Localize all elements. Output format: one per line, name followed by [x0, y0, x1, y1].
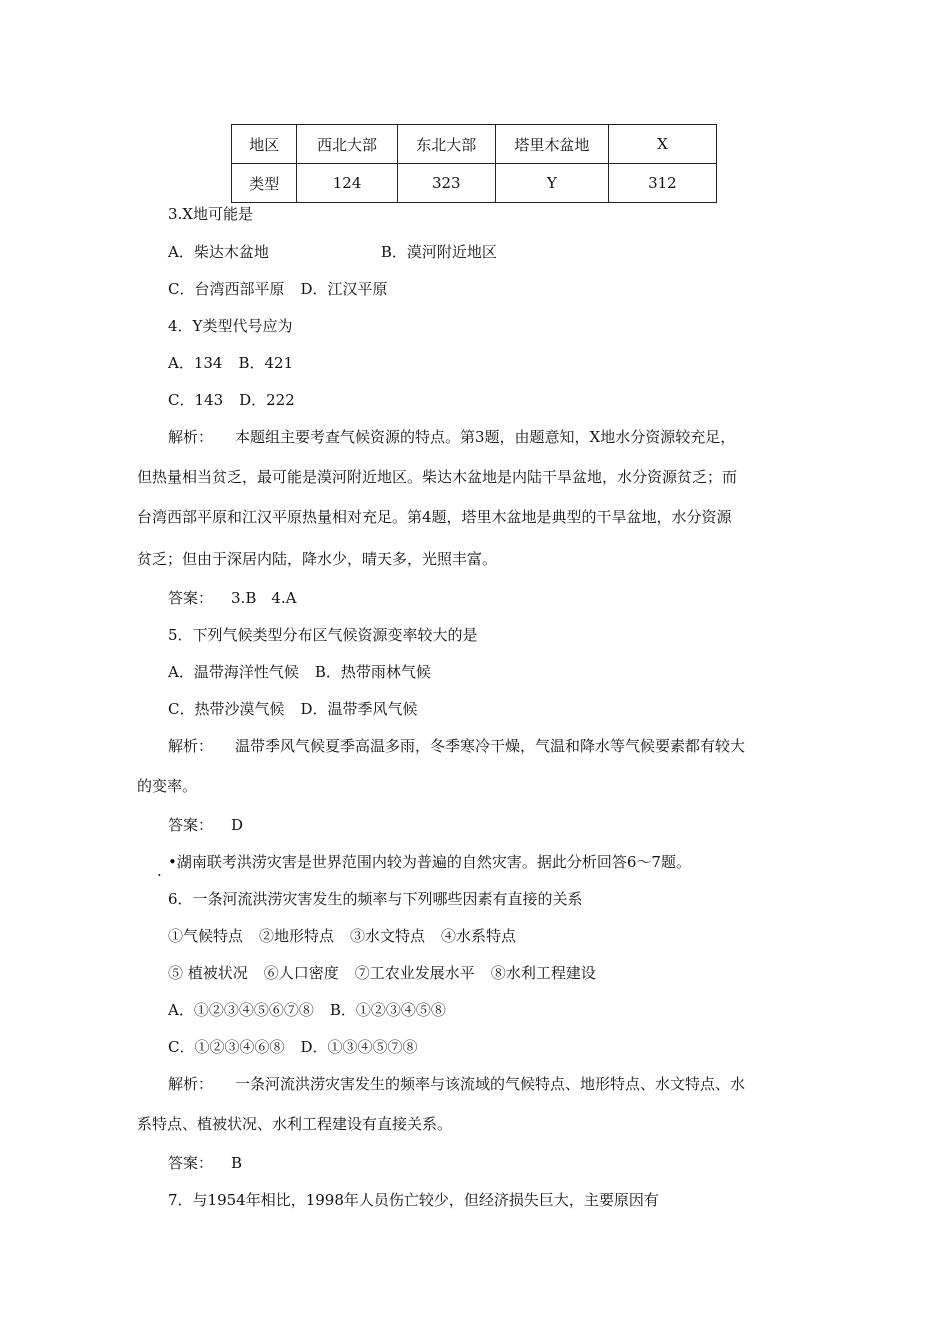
factor-item: ②地形特点 — [259, 927, 335, 945]
table-cell: 地区 — [232, 125, 297, 164]
option-d: D．温带季风气候 — [300, 700, 418, 718]
question-4-options-cd — [168, 390, 295, 410]
question-6-factors-1 — [168, 926, 516, 946]
answer-label: 答案： — [168, 816, 214, 834]
answer-6 — [168, 1153, 242, 1173]
table-row — [232, 164, 717, 203]
analysis-3-4-line-3: 台湾西部平原和江汉平原热量相对充足。第4题，塔里木盆地是典型的干旱盆地，水分资源 — [137, 508, 732, 526]
factor-item: ⑧水利工程建设 — [490, 964, 596, 982]
question-6-options-cd — [168, 1037, 418, 1057]
factor-item: ⑦工农业发展水平 — [354, 964, 475, 982]
question-5-options-cd — [168, 699, 418, 719]
answer-label: 答案： — [168, 589, 214, 607]
table-cell: Y — [495, 164, 608, 203]
option-c: C．热带沙漠气候 — [168, 700, 285, 718]
answer-3-4 — [168, 588, 297, 608]
analysis-6-line-1 — [168, 1074, 745, 1094]
option-a: A．①②③④⑤⑥⑦⑧ — [168, 1001, 314, 1019]
question-3-options-cd — [168, 279, 388, 299]
option-a: A．柴达木盆地 — [168, 243, 269, 261]
option-d: D．222 — [239, 391, 295, 409]
question-3-stem: 3.X地可能是 — [168, 205, 253, 223]
table-cell: 类型 — [232, 164, 297, 203]
analysis-3-4-line-1 — [168, 427, 735, 447]
question-4-options-ab — [168, 353, 293, 373]
answer-value: 3.B 4.A — [231, 589, 297, 607]
analysis-5-line-1 — [168, 736, 745, 756]
table-cell: 塔里木盆地 — [495, 125, 608, 164]
table-row — [232, 125, 717, 164]
table-cell: 323 — [397, 164, 495, 203]
table-cell: X — [608, 125, 716, 164]
factor-item: ⑤ 植被状况 — [168, 964, 248, 982]
analysis-text: 一条河流洪涝灾害发生的频率与该流域的气候特点、地形特点、水文特点、水 — [235, 1075, 746, 1093]
analysis-6-line-2: 系特点、植被状况、水利工程建设有直接关系。 — [137, 1115, 453, 1133]
factor-item: ①气候特点 — [168, 927, 244, 945]
analysis-label: 解析： — [168, 1075, 214, 1093]
analysis-3-4-line-4: 贫乏；但由于深居内陆，降水少，晴天多，光照丰富。 — [137, 550, 498, 568]
table-cell: 东北大部 — [397, 125, 495, 164]
option-c: C．台湾西部平原 — [168, 280, 285, 298]
margin-dot: . — [157, 862, 162, 880]
answer-5 — [168, 815, 243, 835]
question-6-options-ab — [168, 1000, 446, 1020]
question-3-options-ab — [168, 242, 497, 262]
option-b: B．①②③④⑤⑧ — [329, 1001, 446, 1019]
option-d: D．江汉平原 — [300, 280, 388, 298]
factor-item: ③水文特点 — [350, 927, 426, 945]
option-b: B．漠河附近地区 — [380, 243, 497, 261]
factor-item: ④水系特点 — [441, 927, 517, 945]
table-cell: 西北大部 — [297, 125, 397, 164]
option-b: B．热带雨林气候 — [314, 663, 431, 681]
analysis-label: 解析： — [168, 737, 214, 755]
table-cell: 312 — [608, 164, 716, 203]
question-4-stem: 4．Y类型代号应为 — [168, 317, 293, 335]
question-7-stem: 7．与1954年相比，1998年人员伤亡较少，但经济损失巨大，主要原因有 — [168, 1191, 659, 1209]
question-6-stem: 6．一条河流洪涝灾害发生的频率与下列哪些因素有直接的关系 — [168, 890, 583, 908]
answer-label: 答案： — [168, 1154, 214, 1172]
option-a: A．134 — [168, 354, 223, 372]
analysis-text: 本题组主要考查气候资源的特点。第3题，由题意知，X地水分资源较充足， — [235, 428, 736, 446]
answer-value: D — [231, 816, 244, 834]
intro-6-7: •湖南联考洪涝灾害是世界范围内较为普遍的自然灾害。据此分析回答6～7题。 — [168, 853, 691, 871]
analysis-5-line-2: 的变率。 — [137, 777, 198, 795]
analysis-label: 解析： — [168, 428, 214, 446]
analysis-text: 温带季风气候夏季高温多雨，冬季寒冷干燥，气温和降水等气候要素都有较大 — [235, 737, 746, 755]
option-b: B．421 — [238, 354, 294, 372]
option-c: C．143 — [168, 391, 224, 409]
factor-item: ⑥人口密度 — [263, 964, 339, 982]
question-5-options-ab — [168, 662, 431, 682]
question-5-stem: 5．下列气候类型分布区气候资源变率较大的是 — [168, 626, 478, 644]
climate-type-table — [231, 124, 717, 203]
option-c: C．①②③④⑥⑧ — [168, 1038, 285, 1056]
question-6-factors-2 — [168, 963, 596, 983]
table-cell: 124 — [297, 164, 397, 203]
option-d: D．①③④⑤⑦⑧ — [300, 1038, 418, 1056]
answer-value: B — [231, 1154, 243, 1172]
option-a: A．温带海洋性气候 — [168, 663, 299, 681]
analysis-3-4-line-2: 但热量相当贫乏，最可能是漠河附近地区。柴达木盆地是内陆干旱盆地，水分资源贫乏；而 — [137, 468, 738, 486]
